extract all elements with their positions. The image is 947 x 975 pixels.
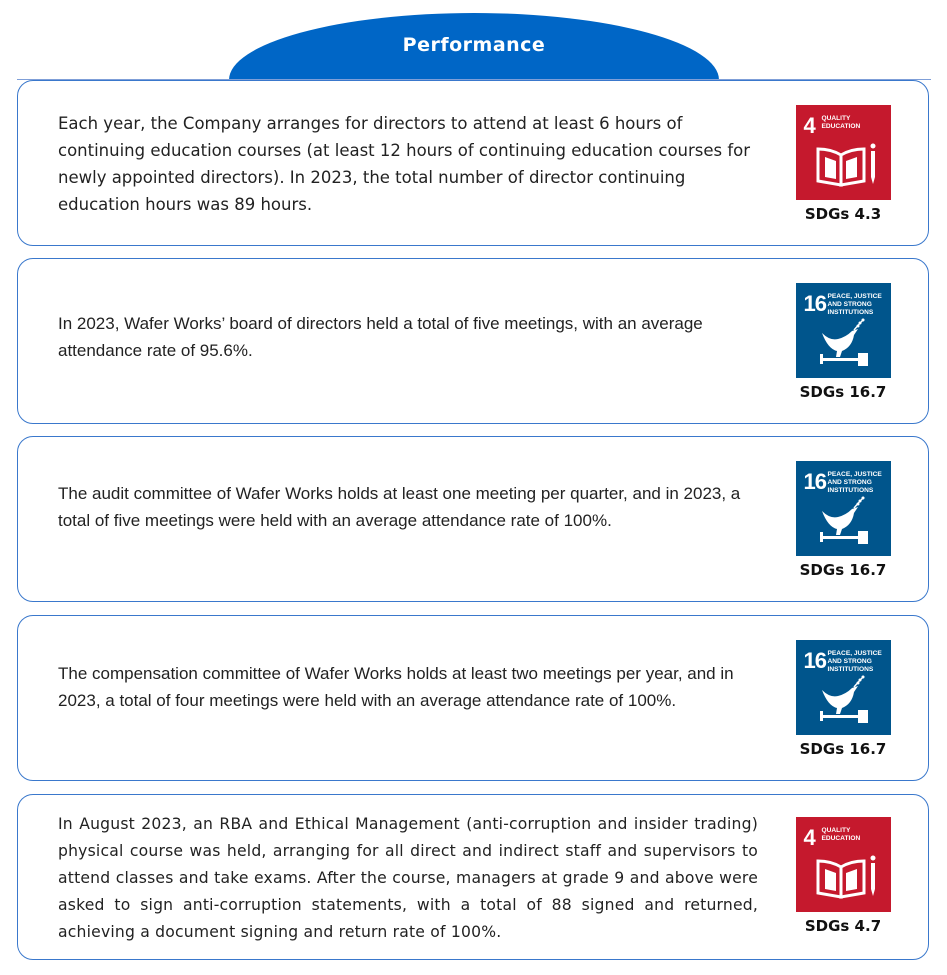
sdg-badge xyxy=(795,105,891,223)
card-text: The compensation committee of Wafer Works holds at least two meetings per year, and in 2023, a total of four meetings were held with an average attendance rate of 100%. xyxy=(58,664,734,710)
dove-gavel-icon xyxy=(796,283,891,378)
sdg-badge xyxy=(795,640,891,758)
sdg-number: 4 xyxy=(803,113,815,138)
sdg-number: 16 xyxy=(803,469,826,494)
sdg-badge xyxy=(795,461,891,579)
sdg-16-tile xyxy=(796,283,891,378)
sdg-caption: SDGs 4.7 xyxy=(804,917,882,935)
card-text: In August 2023, an RBA and Ethical Management (anti-corruption and insider trading) physical course was held, arranging for all direct and indirect staff and supervisors to attend classes and take exams. After the course, managers at grade 9 and above were asked to sign anti-corruption statements, with a total of 88 signed and returned, achieving a document signing and return rate of 100%. xyxy=(58,815,758,941)
sdg-caption: SDGs 16.7 xyxy=(799,561,887,579)
sdg-number: 16 xyxy=(803,291,826,316)
page-title: Performance xyxy=(402,34,546,56)
sdg-16-tile xyxy=(796,461,891,556)
open-book-pencil-icon xyxy=(796,105,891,200)
sdg-title: QUALITY EDUCATION xyxy=(821,827,861,842)
open-book-pencil-icon xyxy=(796,817,891,912)
sdg-number: 16 xyxy=(803,648,826,673)
sdg-title: PEACE, JUSTICE AND STRONG INSTITUTIONS xyxy=(827,650,882,673)
performance-card-ethics-course xyxy=(17,794,929,960)
sdg-badge xyxy=(795,817,891,935)
performance-card-audit-committee xyxy=(17,436,929,602)
sdg-caption: SDGs 16.7 xyxy=(799,740,887,758)
performance-card-director-education xyxy=(17,80,929,246)
sdg-badge xyxy=(795,283,891,401)
card-text: In 2023, Wafer Works’ board of directors held a total of five meetings, with an average attendance rate of 95.6%. xyxy=(58,314,703,360)
performance-card-board-meetings xyxy=(17,258,929,424)
card-text: Each year, the Company arranges for directors to attend at least 6 hours of continuing education courses (at least 12 hours of continuing education courses for newly appointed directors). In 2023, the total number of director continuing education hours was 89 hours. xyxy=(58,114,751,214)
sdg-title: PEACE, JUSTICE AND STRONG INSTITUTIONS xyxy=(827,471,882,494)
sdg-title: PEACE, JUSTICE AND STRONG INSTITUTIONS xyxy=(827,293,882,316)
sdg-caption: SDGs 16.7 xyxy=(799,383,887,401)
sdg-16-tile xyxy=(796,640,891,735)
sdg-number: 4 xyxy=(803,825,815,850)
sdg-title: QUALITY EDUCATION xyxy=(821,115,861,130)
sdg-caption: SDGs 4.3 xyxy=(804,205,882,223)
performance-card-compensation-committee xyxy=(17,615,929,781)
dove-gavel-icon xyxy=(796,461,891,556)
dove-gavel-icon xyxy=(796,640,891,735)
card-text: The audit committee of Wafer Works holds at least one meeting per quarter, and in 2023, a total of five meetings were held with an average attendance rate of 100%. xyxy=(58,484,741,530)
sdg-4-tile xyxy=(796,105,891,200)
sdg-4-tile xyxy=(796,817,891,912)
